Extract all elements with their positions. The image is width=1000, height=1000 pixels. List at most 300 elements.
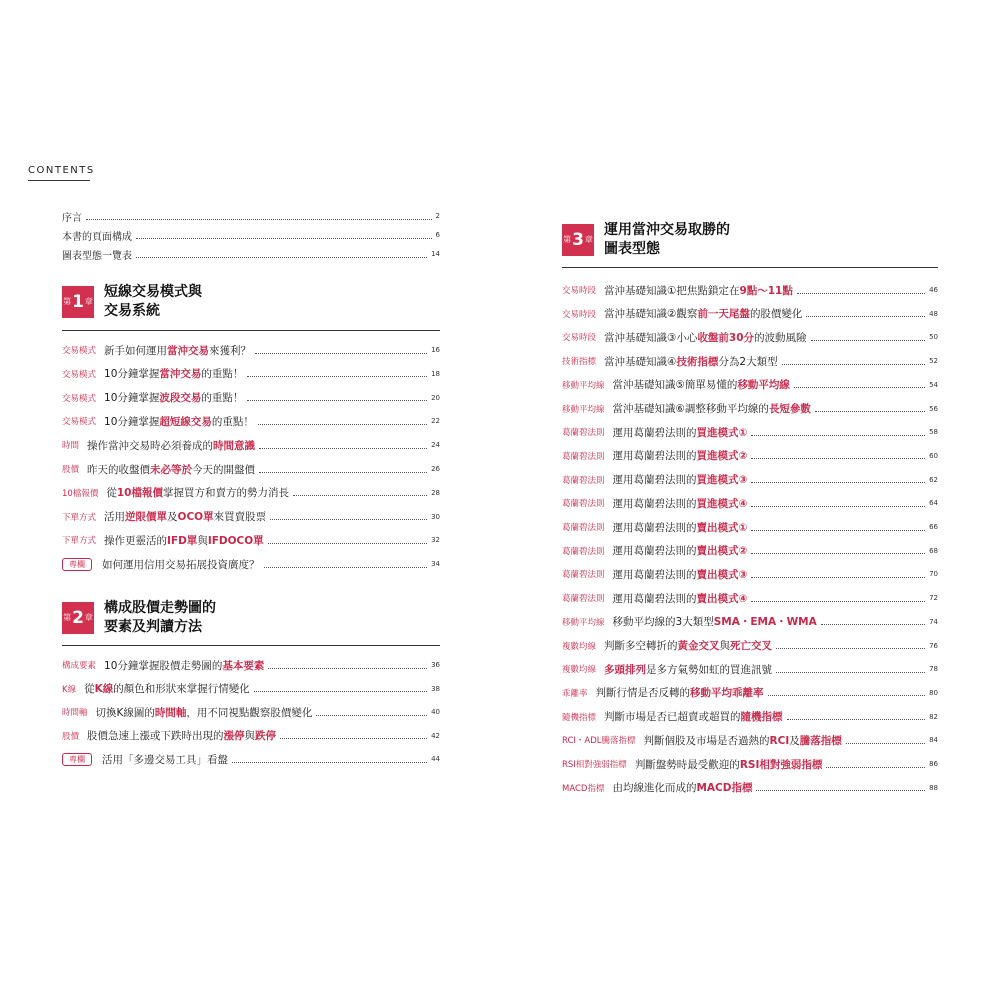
entry-category-tag: 下單方式: [62, 536, 97, 547]
leader-dots: [751, 458, 925, 459]
entry-title-highlight: SMA・EMA・WMA: [713, 616, 817, 629]
entry-title: [613, 448, 748, 463]
entry-title-highlight: 前一天尾盤: [697, 308, 750, 321]
entry-category-tag: 葛蘭碧法則: [562, 546, 605, 557]
toc-entry[interactable]: [62, 413, 440, 429]
page-number: 58: [929, 428, 938, 437]
entry-title-text: 來買賣股票: [213, 511, 267, 524]
entry-title-text: 的重點！: [211, 415, 254, 428]
page-number: 70: [929, 570, 938, 579]
page-number: 14: [431, 250, 440, 258]
entry-title: [604, 306, 802, 321]
entry-title-highlight: 長短參數: [768, 403, 811, 415]
toc-entry[interactable]: [562, 780, 938, 796]
entry-category-tag: 技術指標: [562, 357, 597, 368]
toc-entry[interactable]: [562, 566, 938, 582]
leader-dots: [264, 567, 428, 568]
toc-entry[interactable]: [62, 509, 440, 525]
entry-title-highlight: 買進模式③: [696, 474, 748, 487]
leader-dots: [280, 738, 427, 739]
leader-dots: [751, 506, 925, 507]
chapter-3-divider: [562, 267, 938, 268]
entry-title: [613, 591, 748, 606]
page-number: 54: [929, 380, 938, 389]
entry-title-highlight: RCI: [769, 734, 790, 747]
toc-entry[interactable]: [562, 661, 938, 677]
page-number: 30: [431, 512, 440, 521]
entry-title-highlight: 9點～11點: [739, 284, 793, 297]
entry-title: [604, 638, 772, 653]
chapter-number: 1: [72, 291, 84, 312]
entry-category-tag: 交易模式: [62, 369, 97, 380]
entry-title: [644, 733, 842, 748]
entry-title: [612, 780, 752, 795]
chapter-1-title: [104, 283, 202, 321]
entry-title-text: 判斷盤勢時最受歡迎的: [634, 758, 740, 771]
leader-dots: [811, 340, 926, 341]
entry-category-tag: 交易時段: [562, 309, 597, 320]
leader-dots: [776, 648, 925, 649]
entry-title: [604, 354, 778, 369]
page-number: 44: [431, 755, 440, 763]
chapter-2-header: [62, 599, 216, 637]
entry-title: [604, 283, 793, 298]
chapter-title-line: 圖表型態: [604, 241, 660, 257]
leader-dots: [846, 743, 925, 744]
leader-dots: [270, 519, 427, 520]
toc-entry[interactable]: [562, 756, 938, 772]
entry-title-text: 判斷行情是否反轉的: [595, 687, 691, 700]
page-number: 46: [929, 286, 938, 294]
entry-title: [613, 567, 748, 582]
toc-entry[interactable]: [62, 366, 440, 382]
entry-title-highlight: 買進模式①: [696, 426, 748, 439]
chapter-number: 3: [572, 229, 584, 250]
entry-title-highlight: 收盤前30分: [697, 331, 755, 344]
entry-title-highlight: 10檔報價: [116, 487, 163, 500]
page-number: 78: [929, 665, 938, 674]
page-number: 76: [929, 641, 938, 650]
entry-title-highlight: IFDOCO單: [207, 534, 264, 547]
entry-title-text: 當沖基礎知識⑤簡單易懂的: [612, 379, 738, 392]
toc-entry[interactable]: [562, 519, 938, 535]
toc-entry[interactable]: [562, 543, 938, 559]
entry-title-text: 運用葛蘭碧法則的: [612, 545, 697, 558]
toc-entry[interactable]: [62, 485, 440, 501]
entry-title-highlight: 基本要素: [222, 659, 265, 672]
entry-title-text: 判斷市場是否已超賣或超買的: [604, 711, 741, 724]
entry-title-text: 當沖基礎知識②觀察: [604, 308, 698, 321]
entry-title-text: 的股價變化: [749, 308, 803, 321]
entry-title-highlight: OCO單: [177, 511, 214, 524]
entry-title-text: 運用葛蘭碧法則的: [612, 521, 697, 534]
page-number: 32: [431, 536, 440, 545]
leader-dots: [751, 553, 925, 554]
leader-dots: [751, 530, 925, 531]
entry-title-highlight: 逆限價單: [125, 511, 168, 524]
entry-title-highlight: 超短線交易: [159, 415, 212, 428]
toc-entry[interactable]: [62, 208, 440, 224]
chapter-2-badge: [62, 602, 94, 634]
entry-title-highlight: 隨機指標: [740, 711, 783, 724]
leader-dots: [821, 624, 925, 625]
toc-entry[interactable]: [62, 246, 440, 262]
entry-title-highlight: 黃金交叉: [677, 640, 720, 652]
entry-title-highlight: 波段交易: [159, 392, 202, 405]
chapter-3-title: [604, 221, 730, 259]
entry-title: [104, 509, 266, 524]
entry-title-highlight: 移動平均線: [737, 379, 790, 392]
toc-entry[interactable]: [62, 227, 440, 243]
toc-entry[interactable]: [562, 448, 938, 464]
entry-title-text: 從: [84, 683, 95, 695]
entry-title-text: 由均線進化而成的: [612, 782, 697, 795]
page-number: 88: [929, 783, 938, 792]
leader-dots: [232, 762, 427, 763]
page-number: 64: [929, 499, 938, 508]
entry-title-text: 當沖基礎知識③小心: [604, 331, 698, 344]
entry-title-text: 切換K線圖的: [95, 706, 155, 719]
page-number: 40: [431, 708, 440, 716]
entry-title-text: 10分鐘掌握: [104, 368, 160, 381]
page-number: 86: [929, 760, 938, 768]
entry-title-text: 與: [197, 534, 208, 547]
entry-category-tag: 葛蘭碧法則: [562, 523, 605, 533]
entry-title-text: 的顏色和形狀來掌握行情變化: [113, 683, 250, 695]
entry-category-tag: 交易模式: [62, 393, 97, 404]
entry-title-highlight: 當沖交易: [167, 344, 210, 357]
leader-dots: [751, 435, 925, 436]
entry-title: [104, 533, 264, 548]
toc-entry[interactable]: [62, 461, 440, 477]
entry-title-text: 當沖基礎知識④: [604, 355, 677, 368]
contents-heading: CONTENTS: [28, 165, 95, 176]
entry-title-text: 的重點！: [201, 392, 244, 405]
entry-category-tag: 葛蘭碧法則: [562, 428, 605, 439]
leader-dots: [751, 601, 925, 602]
toc-entry[interactable]: [562, 424, 938, 440]
toc-entry[interactable]: [562, 709, 938, 725]
leader-dots: [293, 495, 427, 496]
entry-title: [104, 414, 254, 429]
toc-entry[interactable]: [62, 751, 440, 767]
entry-title: 本書的頁面構成: [62, 231, 132, 243]
toc-entry[interactable]: [562, 377, 938, 393]
page-number: 62: [929, 475, 938, 484]
toc-entry[interactable]: [562, 638, 938, 654]
entry-title-text: 移動平均線的3大類型: [612, 616, 714, 629]
entry-title-text: 操作當沖交易時必須養成的: [87, 439, 214, 452]
entry-title-text: 運用葛蘭碧法則的: [612, 450, 697, 463]
leader-dots: [247, 376, 427, 377]
entry-title-highlight: 賣出模式②: [696, 545, 748, 558]
page-number: 84: [929, 736, 938, 745]
page-number: 66: [929, 523, 938, 531]
entry-title-text: 新手如何運用: [104, 344, 168, 357]
toc-entry[interactable]: [562, 590, 938, 606]
toc-entry[interactable]: [562, 732, 938, 748]
leader-dots: [247, 400, 427, 401]
leader-dots: [268, 668, 427, 669]
entry-title-highlight: 賣出模式①: [696, 521, 748, 534]
entry-title-text: 分為2大類型: [718, 355, 778, 368]
chapter-number: 2: [72, 607, 84, 628]
entry-category-tag: K線: [62, 684, 77, 695]
toc-entry[interactable]: [562, 282, 938, 298]
entry-title-text: 運用葛蘭碧法則的: [612, 474, 697, 487]
toc-entry[interactable]: [62, 728, 440, 744]
entry-title: [104, 390, 243, 405]
chapter-3-header: [562, 221, 730, 259]
entry-title-highlight: 買進模式②: [696, 450, 748, 463]
entry-title-text: 當沖基礎知識⑥調整移動平均線的: [612, 403, 769, 415]
entry-title-highlight: 買進模式④: [696, 497, 748, 510]
leader-dots: [259, 448, 427, 449]
entry-title-text: 運用葛蘭碧法則的: [612, 426, 697, 439]
entry-title: [87, 438, 255, 453]
toc-entry[interactable]: [62, 390, 440, 406]
toc-entry[interactable]: [62, 556, 440, 572]
entry-title-text: 掌握買方和賣方的勢力消長: [162, 487, 289, 500]
entry-category-tag: 移動平均線: [562, 380, 605, 391]
column-badge: 專欄: [62, 753, 92, 766]
entry-title-text: 10分鐘掌握: [104, 415, 160, 428]
page-number: 2: [435, 212, 440, 220]
entry-title-text: 判斷多空轉折的: [604, 640, 678, 652]
toc-entry[interactable]: [62, 681, 440, 697]
entry-category-tag: 乖離率: [562, 688, 588, 699]
entry-title: [635, 757, 823, 772]
entry-title-text: 的波動風險: [754, 331, 807, 344]
entry-title: [596, 685, 764, 700]
page-number: 18: [431, 369, 440, 378]
entry-title-highlight: 時間軸: [154, 706, 187, 719]
entry-title-text: 當沖基礎知識①把焦點鎖定在: [604, 284, 740, 297]
entry-title-highlight: IFD單: [167, 534, 198, 547]
chapter-prefix: 第: [63, 297, 72, 306]
leader-dots: [806, 316, 925, 317]
page-number: 42: [431, 731, 440, 740]
page-number: 38: [431, 684, 440, 693]
entry-title: [613, 425, 748, 440]
entry-title-text: 與: [719, 640, 731, 652]
page-number: 28: [431, 488, 440, 497]
chapter-suffix: 章: [584, 235, 593, 244]
entry-category-tag: 股價: [62, 731, 80, 742]
toc-entry[interactable]: [62, 437, 440, 453]
chapter-suffix: 章: [84, 297, 93, 306]
chapter-1-header: [62, 283, 202, 321]
entry-title: [613, 401, 811, 416]
entry-category-tag: 葛蘭碧法則: [562, 499, 605, 510]
entry-title-highlight: 多頭排列: [604, 663, 647, 676]
toc-entry[interactable]: [562, 353, 938, 369]
chapter-2-title: [104, 599, 216, 637]
page-number: 26: [431, 465, 440, 473]
chapter-title-line: 構成股價走勢圖的: [104, 600, 216, 616]
entry-title-highlight: 死亡交叉: [730, 640, 773, 652]
leader-dots: [782, 364, 925, 365]
page-number: 60: [929, 451, 938, 460]
entry-title-text: 判斷個股及市場是否過熱的: [643, 734, 770, 747]
entry-category-tag: 時間: [62, 441, 80, 452]
leader-dots: [756, 790, 925, 791]
entry-title: [613, 614, 817, 629]
page-number: 80: [929, 688, 938, 697]
entry-title-text: 今天的開盤價: [192, 463, 256, 476]
entry-title-text: 股價急速上漲或下跌時出現的: [87, 730, 224, 742]
leader-dots: [815, 411, 925, 412]
chapter-prefix: 第: [563, 235, 572, 244]
chapter-2-divider: [62, 645, 440, 646]
entry-title-text: 從: [106, 487, 117, 500]
toc-entry[interactable]: [62, 657, 440, 673]
entry-title: [104, 658, 264, 673]
page-number: 56: [929, 404, 938, 413]
entry-title: [613, 472, 748, 487]
entry-title-text: 10分鐘掌握: [104, 392, 160, 405]
toc-entry[interactable]: [562, 614, 938, 630]
page-number: 82: [929, 712, 938, 721]
toc-right-column: [562, 0, 938, 1000]
entry-title-highlight: 未必等於: [150, 463, 193, 476]
entry-category-tag: 移動平均線: [562, 617, 605, 628]
entry-category-tag: 交易時段: [562, 286, 597, 296]
leader-dots: [794, 387, 925, 388]
entry-title-highlight: RSI相對強弱指標: [739, 758, 823, 771]
entry-title-highlight: 技術指標: [676, 355, 719, 368]
entry-category-tag: 股價: [62, 465, 80, 475]
chapter-title-line: 交易系統: [104, 303, 160, 319]
entry-title-text: 及: [789, 734, 800, 747]
page-number: 72: [929, 594, 938, 603]
leader-dots: [259, 472, 427, 473]
leader-dots: [316, 715, 427, 716]
leader-dots: [826, 767, 925, 768]
entry-title: [604, 662, 772, 677]
page-number: 20: [431, 393, 440, 402]
entry-title-text: 操作更靈活的: [104, 534, 168, 547]
entry-title: 序言: [62, 212, 82, 224]
entry-category-tag: 葛蘭碧法則: [562, 594, 605, 605]
entry-title-highlight: MACD指標: [696, 782, 753, 795]
toc-entry[interactable]: [62, 532, 440, 548]
toc-entry[interactable]: [62, 342, 440, 358]
entry-title: [104, 343, 251, 358]
entry-category-tag: 葛蘭碧法則: [562, 570, 605, 581]
page-number: 24: [431, 441, 440, 450]
leader-dots: [136, 238, 432, 239]
entry-title: [87, 462, 255, 477]
leader-dots: [86, 219, 432, 220]
leader-dots: [268, 543, 427, 544]
entry-title-text: ，用不同視點觀察股價變化: [186, 706, 313, 719]
entry-category-tag: 複數均線: [562, 641, 597, 652]
entry-category-tag: MACD指標: [562, 783, 605, 794]
leader-dots: [254, 691, 427, 692]
entry-title: [102, 557, 260, 572]
entry-category-tag: 複數均線: [562, 665, 597, 676]
chapter-prefix: 第: [63, 613, 72, 622]
entry-title-text: 的重點！: [201, 368, 244, 381]
entry-category-tag: 交易模式: [62, 346, 97, 356]
entry-title-highlight: 當沖交易: [159, 368, 202, 381]
entry-category-tag: 隨機指標: [562, 712, 597, 723]
entry-title: [604, 709, 783, 724]
leader-dots: [751, 482, 925, 483]
entry-category-tag: 移動平均線: [562, 404, 605, 415]
page-number: 52: [929, 357, 938, 366]
entry-title: [613, 520, 748, 535]
chapter-suffix: 章: [84, 613, 93, 622]
entry-title-text: 活用「多邊交易工具」看盤: [102, 753, 228, 766]
page-number: 48: [929, 309, 938, 318]
entry-title-text: 活用: [104, 511, 126, 524]
entry-title-text: 10分鐘掌握股價走勢圖的: [104, 659, 223, 672]
toc-entry[interactable]: [562, 401, 938, 417]
toc-entry[interactable]: [562, 472, 938, 488]
entry-category-tag: 時間軸: [62, 708, 88, 718]
page-number: 22: [431, 417, 440, 426]
entry-title-text: 及: [167, 511, 178, 524]
entry-title-text: 運用葛蘭碧法則的: [612, 497, 697, 510]
toc-left-column: [62, 0, 440, 1000]
entry-title-highlight: 時間意識: [213, 439, 256, 452]
toc-entry[interactable]: [562, 306, 938, 322]
chapter-title-line: 運用當沖交易取勝的: [604, 222, 730, 238]
entry-category-tag: 交易模式: [62, 417, 97, 428]
entry-category-tag: 下單方式: [62, 512, 97, 523]
entry-category-tag: 葛蘭碧法則: [562, 475, 605, 486]
toc-entry[interactable]: [562, 329, 938, 345]
chapter-1-divider: [62, 330, 440, 331]
entry-title: [87, 728, 276, 743]
entry-title: [613, 543, 748, 558]
entry-title-highlight: 跌停: [255, 730, 277, 742]
entry-title-text: 與: [244, 730, 256, 742]
page-number: 34: [431, 560, 440, 569]
entry-title: [104, 366, 243, 381]
toc-entry[interactable]: [62, 704, 440, 720]
entry-title: [604, 330, 807, 345]
page-number: 6: [435, 231, 440, 239]
page-number: 68: [929, 546, 938, 555]
leader-dots: [776, 672, 925, 673]
leader-dots: [787, 719, 926, 720]
entry-title-highlight: 騰落指標: [799, 734, 842, 747]
toc-entry[interactable]: [562, 685, 938, 701]
leader-dots: [797, 293, 925, 294]
entry-title: [613, 377, 790, 392]
entry-title-highlight: 賣出模式③: [696, 568, 748, 581]
leader-dots: [258, 424, 427, 425]
chapter-title-line: 短線交易模式與: [104, 284, 202, 300]
entry-title: [96, 705, 313, 720]
entry-title-highlight: 賣出模式④: [696, 592, 748, 605]
entry-category-tag: RSI相對強弱指標: [562, 760, 627, 770]
toc-entry[interactable]: [562, 495, 938, 511]
leader-dots: [768, 695, 926, 696]
entry-title-text: 昨天的收盤價: [87, 463, 151, 476]
entry-title-highlight: 漲停: [223, 730, 245, 742]
entry-title-text: 如何運用信用交易拓展投資廣度？: [102, 558, 260, 571]
chapter-3-badge: [562, 224, 594, 256]
page-number: 74: [929, 617, 938, 626]
column-badge: 專欄: [62, 558, 92, 571]
entry-title-highlight: K線: [94, 683, 114, 695]
entry-category-tag: 葛蘭碧法則: [562, 451, 605, 462]
entry-title: [106, 485, 289, 500]
